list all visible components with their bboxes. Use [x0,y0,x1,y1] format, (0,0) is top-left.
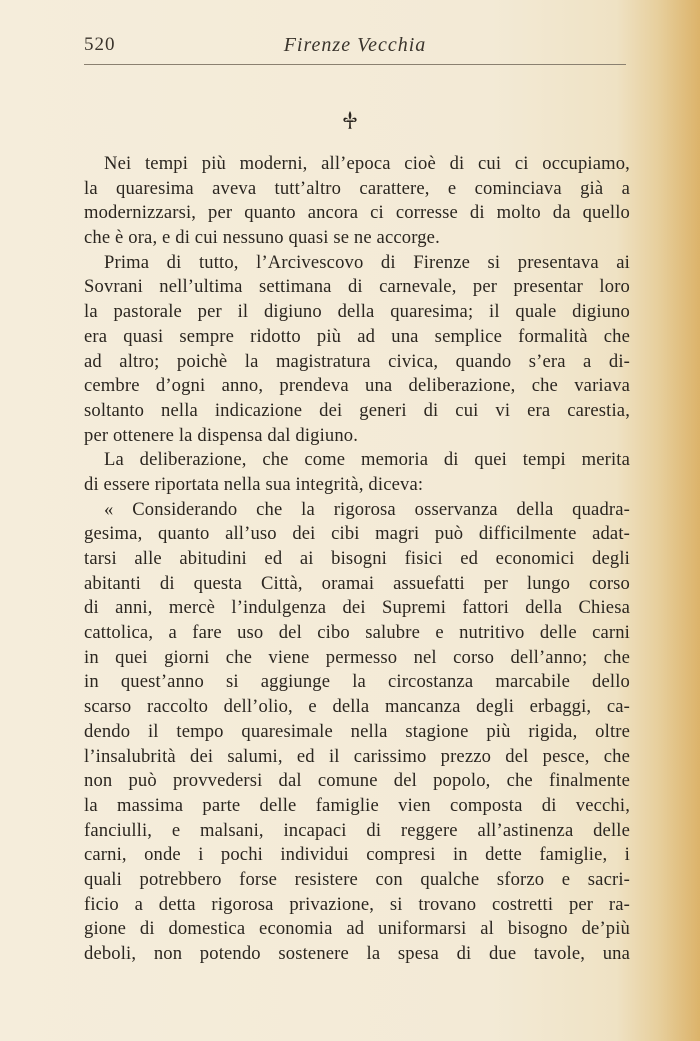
text-line: non può provvedersi dal comune del popolo, che finalmente [84,770,630,792]
text-line: che è ora, e di cui nessuno quasi se ne accorge. [84,227,440,249]
text-line: gione di domestica economia ad uniformarsi al bisogno de’più [84,918,630,940]
text-line: in quei giorni che viene permesso nel corso dell’anno; che [84,646,630,668]
text-line: deboli, non potendo sostenere la spesa di due tavole, una [84,943,630,964]
text-line: gesima, quanto all’uso dei cibi magri può difficilmente adat- [84,523,630,545]
text-line: la massima parte delle famiglie vien composta di vecchi, [84,794,630,816]
text-line: Nei tempi più moderni, all’epoca cioè di cui ci occupiamo, [104,153,630,174]
text-line: La deliberazione, che come memoria di quei tempi merita [104,449,630,471]
text-line: cembre d’ogni anno, prendeva una deliberazione, che variava [84,375,630,397]
text-line: « Considerando che la rigorosa osservanza della quadra- [104,498,630,520]
text-line: ficio a detta rigorosa privazione, si trovano costretti per ra- [84,893,630,915]
fleur-de-lis-icon [342,110,358,130]
text-line: scarso raccolto dell’olio, e della mancanza degli erbaggi, ca- [84,696,630,718]
text-line: in quest’anno si aggiunge la circostanza marcabile dello [84,671,630,693]
text-line: dendo il tempo quaresimale nella stagione più rigida, oltre [84,720,630,742]
text-line: abitanti di questa Città, oramai assuefatti per lungo corso [84,572,630,594]
page-number: 520 [84,34,116,55]
text-line: la pastorale per il digiuno della quaresima; il quale digiuno [84,301,630,323]
text-line: ad altro; poichè la magistratura civica, quando s’era a di- [84,350,630,372]
text-line: fanciulli, e malsani, incapaci di reggere all’astinenza delle [84,819,630,841]
header-rule [84,64,626,65]
text-line: Sovrani nell’ultima settimana di carnevale, per presentar loro [84,276,630,298]
text-line: l’insalubrità dei salumi, ed il carissimo prezzo del pesce, che [84,745,630,767]
text-line: per ottenere la dispensa dal digiuno. [84,424,359,446]
running-title: Firenze Vecchia [283,34,427,56]
text-line: soltanto nella indicazione dei generi di cui vi era carestia, [84,399,630,421]
page-header [84,34,626,64]
section-ornament [0,110,700,135]
text-line: carni, onde i pochi individui compresi in dette famiglie, i [84,844,630,866]
text-line: di essere riportata nella sua integrità, diceva: [84,473,424,495]
text-line: modernizzarsi, per quanto ancora ci corresse di molto da quello [84,202,630,224]
text-line: era quasi sempre ridotto più ad una semplice formalità che [84,325,630,347]
text-line: Prima di tutto, l’Arcivescovo di Firenze si presentava ai [104,251,630,273]
text-line: tarsi alle abitudini ed ai bisogni fisici ed economici degli [84,548,630,569]
text-line: quali potrebbero forse resistere con qualche sforzo e sacri- [84,868,630,890]
text-line: cattolica, a fare uso del cibo salubre e nutritivo delle carni [84,622,630,644]
body-text [84,152,630,967]
text-line: la quaresima aveva tutt’altro carattere, e cominciava già a [84,177,630,199]
text-line: di anni, mercè l’indulgenza dei Supremi fattori della Chiesa [84,597,630,619]
